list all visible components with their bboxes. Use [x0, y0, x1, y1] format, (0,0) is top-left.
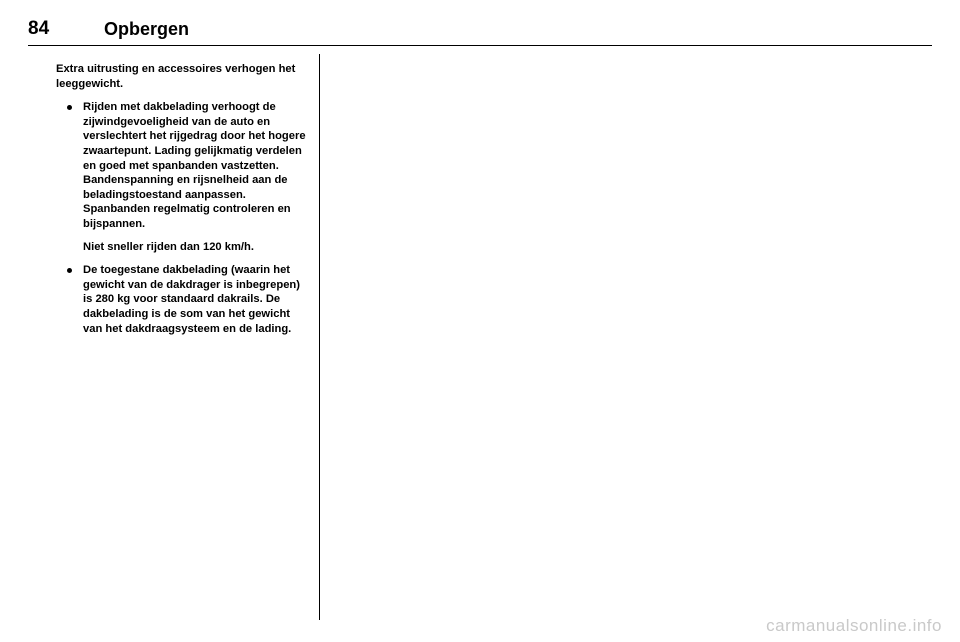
paragraph-intro: Extra uitrusting en accessoires verhogen het leeggewicht.: [56, 63, 296, 90]
chapter-title: Opbergen: [104, 19, 190, 39]
page-header: [28, 18, 932, 48]
text-column: [56, 62, 306, 344]
header-divider: [28, 45, 932, 46]
bullet-dot-icon: [67, 268, 72, 273]
list-item-label: Rijden met dakbelading verhoogt de zijwindgevoeligheid van de auto en verslechtert het rijgedrag door het hogere zwaartepunt. Lading gelijkmatig verdelen en goed met spanbanden vastzetten. Bandenspanning en rijsnelheid aan de beladingstoestand aanpassen. Spanbanden regelmatig controleren en bijspannen.: [83, 101, 306, 230]
list-item: [56, 100, 306, 231]
column-divider: [319, 54, 320, 620]
list-item: [56, 263, 306, 336]
bullet-dot-icon: [67, 105, 72, 110]
watermark: carmanualsonline.info: [766, 616, 942, 635]
list-item-label: De toegestane dakbelading (waarin het gewicht van de dakdrager is inbegrepen) is 280 kg voor standaard dakrails. De dakbelading is de som van het gewicht van het dakdraagsysteem en de lading.: [83, 264, 300, 335]
paragraph-speed-limit: Niet sneller rijden dan 120 km/h.: [83, 240, 254, 253]
page-number: 84: [28, 18, 50, 39]
